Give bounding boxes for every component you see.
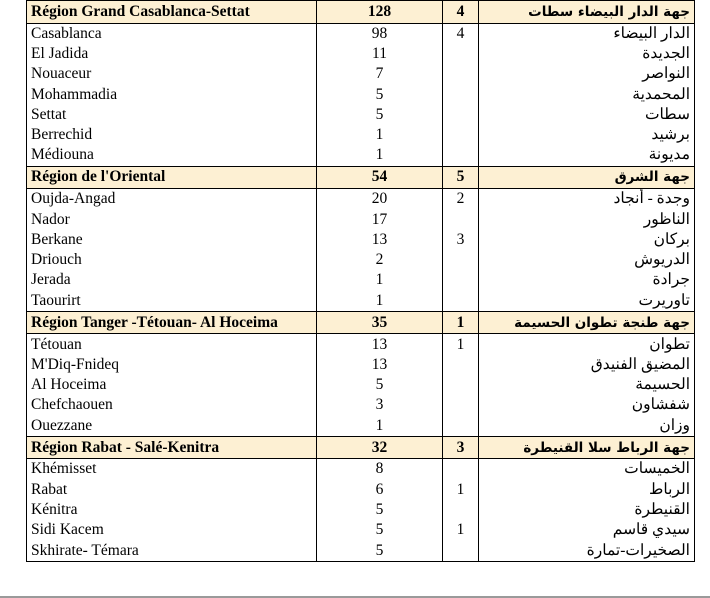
city-name-arabic: سطات — [479, 105, 695, 125]
city-row — [27, 355, 695, 375]
city-name-arabic: مديونة — [479, 145, 695, 166]
city-name-arabic: الخميسات — [479, 459, 695, 480]
city-name-arabic: الناظور — [479, 209, 695, 229]
city-name-arabic: الدار البيضاء — [479, 23, 695, 44]
city-name-arabic: المضيق الفنيدق — [479, 355, 695, 375]
city-cases: 1 — [317, 416, 443, 437]
city-name-arabic: وجدة - أنجاد — [479, 189, 695, 210]
city-row — [27, 44, 695, 64]
city-row — [27, 250, 695, 270]
city-name-arabic: الرباط — [479, 480, 695, 500]
region-row — [27, 311, 695, 334]
city-cases: 7 — [317, 64, 443, 84]
city-name-arabic: القنيطرة — [479, 500, 695, 520]
city-name-arabic: شفشاون — [479, 395, 695, 415]
region-name-arabic: جهة الدار البيضاء سطات — [479, 1, 695, 24]
city-row — [27, 23, 695, 44]
city-name: Casablanca — [27, 23, 317, 44]
city-cases: 5 — [317, 541, 443, 562]
region-name: Région Grand Casablanca-Settat — [27, 1, 317, 24]
city-name: Khémisset — [27, 459, 317, 480]
city-name-arabic: برشيد — [479, 125, 695, 145]
city-other — [443, 395, 479, 415]
region-other: 4 — [443, 1, 479, 24]
city-name: Oujda-Angad — [27, 189, 317, 210]
city-row — [27, 416, 695, 437]
city-other — [443, 209, 479, 229]
region-cases: 32 — [317, 436, 443, 459]
city-cases: 5 — [317, 500, 443, 520]
city-other: 3 — [443, 230, 479, 250]
city-name: Tétouan — [27, 334, 317, 355]
city-row — [27, 145, 695, 166]
city-name-arabic: تطوان — [479, 334, 695, 355]
city-cases: 5 — [317, 520, 443, 540]
city-other: 1 — [443, 480, 479, 500]
region-other: 5 — [443, 166, 479, 189]
city-name: Berrechid — [27, 125, 317, 145]
region-name: Région Rabat - Salé-Kenitra — [27, 436, 317, 459]
city-cases: 8 — [317, 459, 443, 480]
region-cases: 35 — [317, 311, 443, 334]
city-name: Driouch — [27, 250, 317, 270]
city-other — [443, 250, 479, 270]
city-name: Ouezzane — [27, 416, 317, 437]
city-name: M'Diq-Fnideq — [27, 355, 317, 375]
city-cases: 5 — [317, 375, 443, 395]
city-name: Chefchaouen — [27, 395, 317, 415]
city-row — [27, 375, 695, 395]
region-cases: 128 — [317, 1, 443, 24]
city-row — [27, 125, 695, 145]
region-other: 1 — [443, 311, 479, 334]
city-other — [443, 500, 479, 520]
city-row — [27, 459, 695, 480]
city-row — [27, 105, 695, 125]
city-cases: 13 — [317, 355, 443, 375]
city-other — [443, 416, 479, 437]
city-name-arabic: سيدي قاسم — [479, 520, 695, 540]
city-name-arabic: الجديدة — [479, 44, 695, 64]
city-row — [27, 64, 695, 84]
region-row — [27, 436, 695, 459]
city-cases: 17 — [317, 209, 443, 229]
city-other — [443, 291, 479, 312]
city-other — [443, 355, 479, 375]
city-row — [27, 270, 695, 290]
city-cases: 3 — [317, 395, 443, 415]
city-other — [443, 541, 479, 562]
region-name-arabic: جهة طنجة تطوان الحسيمة — [479, 311, 695, 334]
city-cases: 1 — [317, 270, 443, 290]
region-row — [27, 1, 695, 24]
city-cases: 5 — [317, 105, 443, 125]
city-cases: 6 — [317, 480, 443, 500]
city-name: Médiouna — [27, 145, 317, 166]
city-name: Nador — [27, 209, 317, 229]
city-cases: 13 — [317, 334, 443, 355]
city-other — [443, 84, 479, 104]
city-cases: 11 — [317, 44, 443, 64]
city-other — [443, 44, 479, 64]
city-other — [443, 270, 479, 290]
city-name: Sidi Kacem — [27, 520, 317, 540]
city-name-arabic: المحمدية — [479, 84, 695, 104]
city-cases: 1 — [317, 291, 443, 312]
city-name-arabic: تاوريرت — [479, 291, 695, 312]
city-row — [27, 189, 695, 210]
city-name-arabic: الدريوش — [479, 250, 695, 270]
city-other: 2 — [443, 189, 479, 210]
city-cases: 1 — [317, 145, 443, 166]
city-name: Rabat — [27, 480, 317, 500]
city-row — [27, 480, 695, 500]
city-other — [443, 375, 479, 395]
city-row — [27, 209, 695, 229]
city-row — [27, 520, 695, 540]
region-other: 3 — [443, 436, 479, 459]
city-row — [27, 230, 695, 250]
city-other — [443, 459, 479, 480]
city-row — [27, 84, 695, 104]
city-row — [27, 500, 695, 520]
city-name-arabic: النواصر — [479, 64, 695, 84]
city-row — [27, 291, 695, 312]
city-row — [27, 334, 695, 355]
city-other — [443, 145, 479, 166]
city-other: 1 — [443, 520, 479, 540]
city-name: Skhirate- Témara — [27, 541, 317, 562]
city-name-arabic: جرادة — [479, 270, 695, 290]
city-name: Mohammadia — [27, 84, 317, 104]
city-cases: 98 — [317, 23, 443, 44]
city-row — [27, 541, 695, 562]
city-other: 1 — [443, 334, 479, 355]
city-name: Taourirt — [27, 291, 317, 312]
region-cases: 54 — [317, 166, 443, 189]
city-name-arabic: بركان — [479, 230, 695, 250]
city-other — [443, 125, 479, 145]
city-cases: 5 — [317, 84, 443, 104]
city-cases: 2 — [317, 250, 443, 270]
city-name: Kénitra — [27, 500, 317, 520]
regional-cases-table — [26, 0, 695, 562]
city-row — [27, 395, 695, 415]
city-cases: 20 — [317, 189, 443, 210]
city-name: Al Hoceima — [27, 375, 317, 395]
document-page — [26, 0, 694, 562]
city-other: 4 — [443, 23, 479, 44]
city-other — [443, 64, 479, 84]
city-cases: 1 — [317, 125, 443, 145]
city-other — [443, 105, 479, 125]
city-name: Settat — [27, 105, 317, 125]
city-name-arabic: الصخيرات-تمارة — [479, 541, 695, 562]
city-name: Jerada — [27, 270, 317, 290]
city-name: El Jadida — [27, 44, 317, 64]
table-body — [27, 1, 695, 562]
city-name-arabic: الحسيمة — [479, 375, 695, 395]
region-name: Région de l'Oriental — [27, 166, 317, 189]
region-name: Région Tanger -Tétouan- Al Hoceima — [27, 311, 317, 334]
city-name-arabic: وزان — [479, 416, 695, 437]
city-cases: 13 — [317, 230, 443, 250]
region-name-arabic: جهة الرباط سلا القنيطرة — [479, 436, 695, 459]
city-name: Nouaceur — [27, 64, 317, 84]
region-row — [27, 166, 695, 189]
city-name: Berkane — [27, 230, 317, 250]
region-name-arabic: جهة الشرق — [479, 166, 695, 189]
